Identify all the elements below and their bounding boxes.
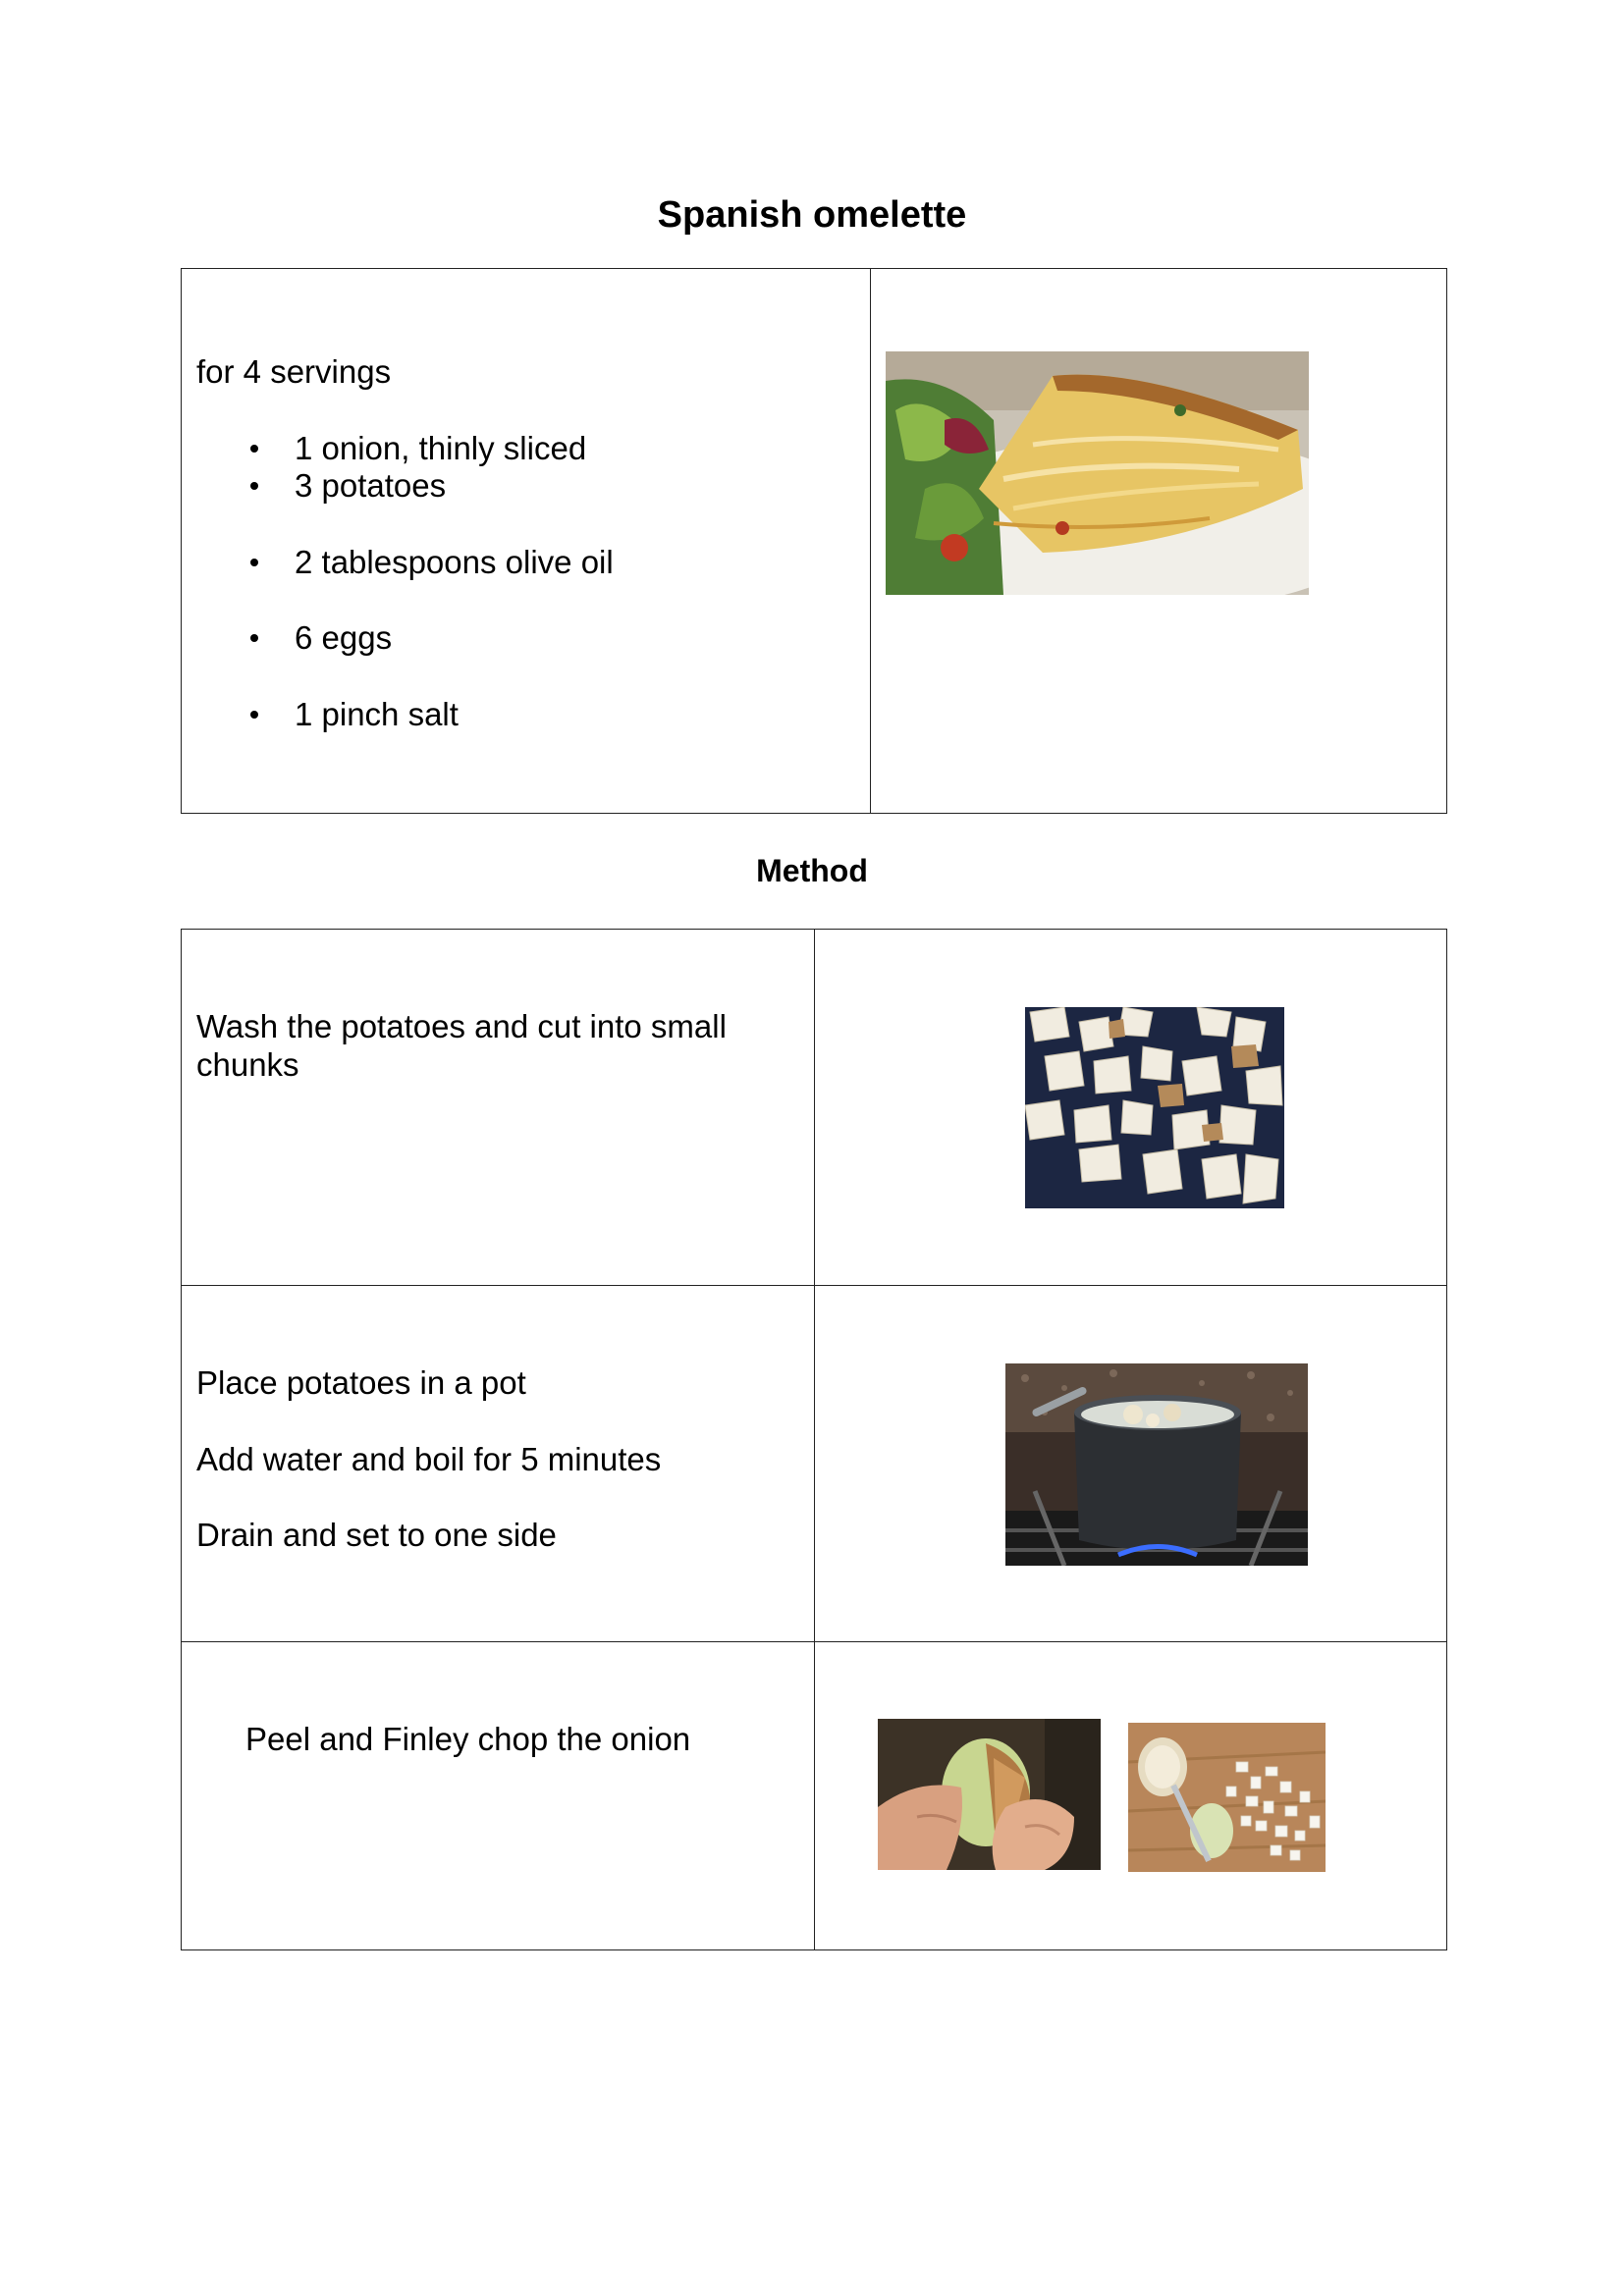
- method-step-1-line: chunks: [196, 1046, 299, 1083]
- potato-chunks-photo: [1025, 1007, 1284, 1208]
- chopped-onion-photo: [1128, 1723, 1326, 1872]
- ingredient-item: 6 eggs: [295, 619, 393, 656]
- method-step-3-text-cell: [181, 1641, 815, 1950]
- method-step-1-text-cell: [181, 929, 815, 1286]
- ingredient-item: 2 tablespoons olive oil: [295, 544, 614, 580]
- method-step-2-line: Drain and set to one side: [196, 1517, 557, 1553]
- method-step-1-line: Wash the potatoes and cut into small: [196, 1008, 727, 1044]
- ingredient-item: 1 onion, thinly sliced: [295, 430, 587, 466]
- ingredient-item: 1 pinch salt: [295, 696, 459, 732]
- omelette-photo: [886, 351, 1309, 595]
- method-step-2-line: Add water and boil for 5 minutes: [196, 1441, 662, 1477]
- method-step-2-line: Place potatoes in a pot: [196, 1364, 526, 1401]
- ingredients-cell: [181, 268, 871, 814]
- boiling-pot-photo: [1005, 1363, 1308, 1566]
- servings-text: for 4 servings: [196, 353, 392, 390]
- page-title: Spanish omelette: [657, 194, 967, 236]
- method-step-3-line: Peel and Finley chop the onion: [245, 1721, 691, 1757]
- ingredient-item: 3 potatoes: [295, 467, 447, 504]
- peeling-onion-photo: [878, 1719, 1101, 1870]
- method-heading: Method: [756, 853, 868, 888]
